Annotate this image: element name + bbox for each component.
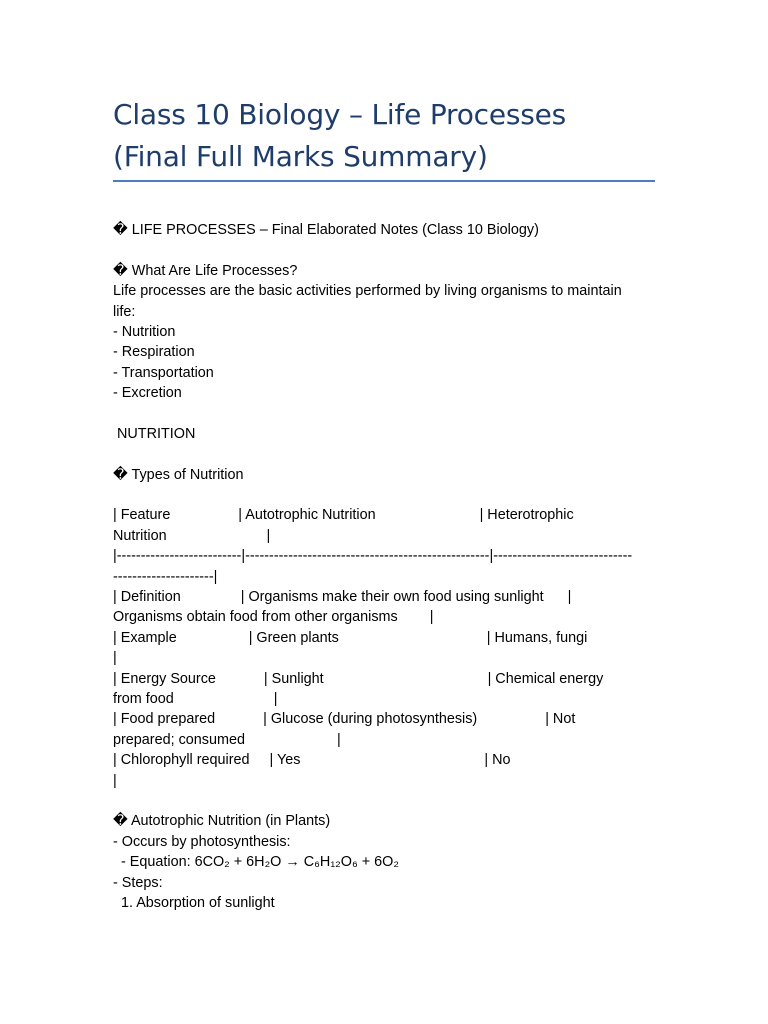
body-text-line: | Feature | Autotrophic Nutrition | Heterotrophic bbox=[113, 507, 574, 524]
body-text-line: | bbox=[113, 650, 117, 667]
body-text-line: | bbox=[113, 772, 117, 789]
body-text-line: - Excretion bbox=[113, 385, 182, 402]
body-text-line: | Chlorophyll required | Yes | No bbox=[113, 752, 511, 769]
body-text-line: from food | bbox=[113, 690, 278, 707]
body-text-line: � Types of Nutrition bbox=[113, 466, 244, 483]
body-text-line: | Example | Green plants | Humans, fungi bbox=[113, 629, 588, 646]
blank-line bbox=[113, 444, 658, 464]
body-text-line: Organisms obtain food from other organisms | bbox=[113, 609, 434, 626]
body-text-line: ---------------------| bbox=[113, 568, 218, 585]
blank-line bbox=[113, 240, 658, 260]
title-underline-rule bbox=[113, 180, 655, 182]
body-text-line: prepared; consumed | bbox=[113, 731, 341, 748]
body-text-line: - Equation: 6CO₂ + 6H₂O → C₆H₁₂O₆ + 6O₂ bbox=[113, 854, 399, 871]
body-text-line: � What Are Life Processes? bbox=[113, 262, 298, 279]
document-body bbox=[113, 220, 658, 913]
blank-line bbox=[113, 791, 658, 811]
body-text-line: - Occurs by photosynthesis: bbox=[113, 833, 291, 850]
body-text-line: NUTRITION bbox=[113, 425, 196, 442]
blank-line bbox=[113, 485, 658, 505]
body-text-line: 1. Absorption of sunlight bbox=[113, 894, 275, 911]
body-text-line: - Transportation bbox=[113, 364, 214, 381]
body-text-line: |--------------------------|---------------------------------------------------|----------------------------- bbox=[113, 548, 633, 565]
body-text-line: � LIFE PROCESSES – Final Elaborated Notes (Class 10 Biology) bbox=[113, 222, 539, 238]
body-text-line: - Nutrition bbox=[113, 323, 176, 340]
title-line-1: Class 10 Biology – Life Processes bbox=[113, 98, 567, 131]
body-text-line: life: bbox=[113, 303, 136, 320]
body-text-line: | Food prepared | Glucose (during photosynthesis) | Not bbox=[113, 711, 576, 728]
body-text-line: | Energy Source | Sunlight | Chemical energy bbox=[113, 670, 604, 687]
title-line-2: (Final Full Marks Summary) bbox=[113, 140, 488, 173]
body-text-line: � Autotrophic Nutrition (in Plants) bbox=[113, 813, 331, 830]
body-text-line: - Respiration bbox=[113, 344, 195, 361]
body-text-line: Life processes are the basic activities performed by living organisms to maintain bbox=[113, 283, 622, 300]
body-text-line: Nutrition | bbox=[113, 527, 271, 544]
body-text-line: - Steps: bbox=[113, 874, 163, 891]
blank-line bbox=[113, 404, 658, 424]
document-title bbox=[113, 94, 673, 178]
body-text-line: | Definition | Organisms make their own food using sunlight | bbox=[113, 589, 572, 606]
